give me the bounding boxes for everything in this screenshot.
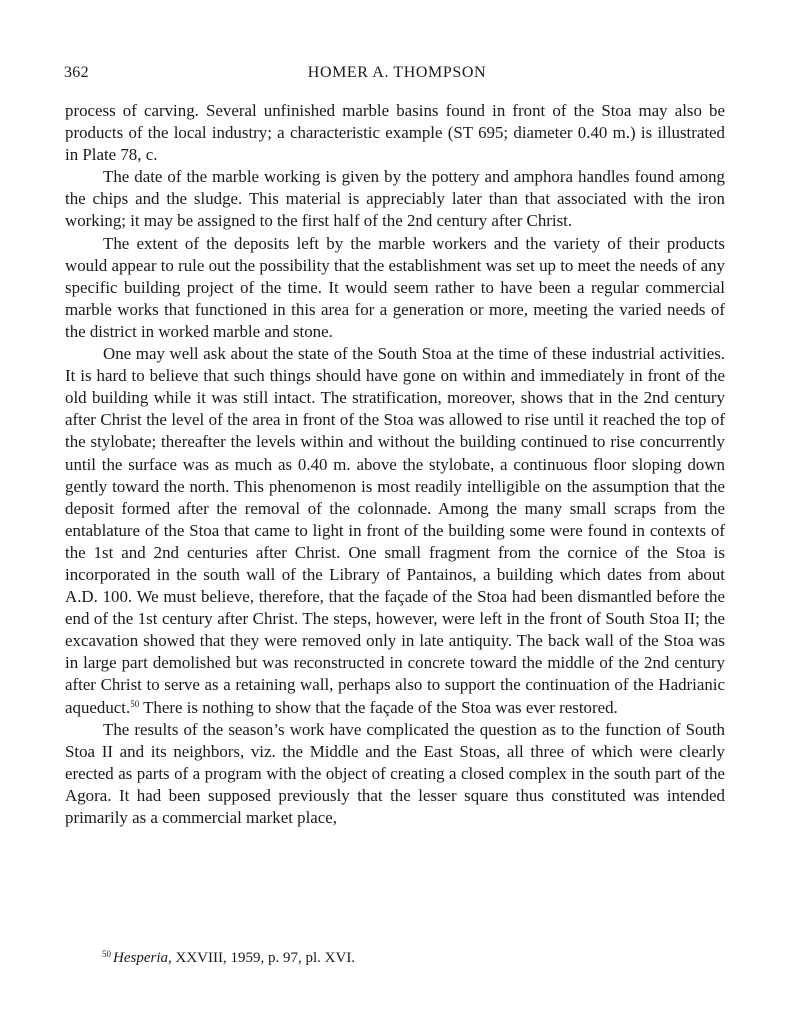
page-header [64, 64, 730, 88]
paragraph-5: The results of the season’s work have complicated the question as to the function of South Stoa II and its neighbors, viz. the Middle and the East Stoas, all three of which were clearly erected as parts of a program with the object of creating a closed complex in the south part of the Agora. It had been supposed previously that the lesser square thus constituted was intended primarily as a commercial market place, [65, 719, 725, 827]
body-text [65, 100, 725, 829]
footnote-journal: Hesperia [113, 950, 168, 966]
page-number: 362 [64, 64, 89, 81]
footnote [102, 944, 722, 968]
paragraph-4-part-b: 100. We must believe, therefore, that the façade of the Stoa had been dismantled before the end of the 1st century after Christ. The steps, however, were left in the front of South Stoa II; the excavation showed that they were removed only in late antiquity. The back wall of the Stoa was in large part demolished but was reconstructed in concrete toward the middle of the 2nd century after Christ to serve as a retaining wall, perhaps also to support the continuation of the Hadrianic aqueduct. [65, 587, 725, 717]
paragraph-1: process of carving. Several unfinished marble basins found in front of the Stoa may also be products of the local industry; a characteristic example (ST 695; diameter 0.40 m.) is illustrated in Plate 78, c. [65, 101, 725, 165]
paragraph-4 [65, 343, 725, 719]
footnote-marker: 50 [102, 949, 111, 959]
footnote-reference[interactable]: 50 [130, 698, 140, 709]
paragraph-2: The date of the marble working is given by the pottery and amphora handles found among the chips and the sludge. This material is appreciably later than that associated with the iron working; it may be assigned to the first half of the 2nd century after Christ. [65, 167, 725, 231]
running-head: HOMER A. THOMPSON [307, 64, 487, 81]
era-abbreviation: A.D. [65, 587, 98, 607]
footnote-citation: , XXVIII, 1959, p. 97, pl. XVI. [168, 950, 356, 966]
paragraph-4-part-c: There is nothing to show that the façade of the Stoa was ever restored. [139, 697, 618, 717]
paragraph-4-part-a: One may well ask about the state of the South Stoa at the time of these industrial activities. It is hard to believe that such things should have gone on within and immediately in front of the old building while it was still intact. The stratification, moreover, shows that in the 2nd century after Christ the level of the area in front of the Stoa was allowed to rise until it reached the top of the stylobate; thereafter the levels within and without the building continued to rise concurrently until the surface was as much as 0.40 m. above the stylobate, a continuous floor sloping down gently toward the north. This phenomenon is most readily intelligible on the assumption that the deposit formed after the removal of the colonnade. Among the many small scraps from the entablature of the Stoa that came to light in front of the building some were found in contexts of the 1st and 2nd centuries after Christ. One small fragment from the cornice of the Stoa is incorporated in the south wall of the Library of Pantainos, a building which dates from about [65, 344, 725, 584]
paragraph-3: The extent of the deposits left by the marble workers and the variety of their products would appear to rule out the possibility that the establishment was set up to meet the needs of any specific building project of the time. It would seem rather to have been a regular commercial marble works that functioned in this area for a generation or more, meeting the varied needs of the district in worked marble and stone. [65, 233, 725, 341]
